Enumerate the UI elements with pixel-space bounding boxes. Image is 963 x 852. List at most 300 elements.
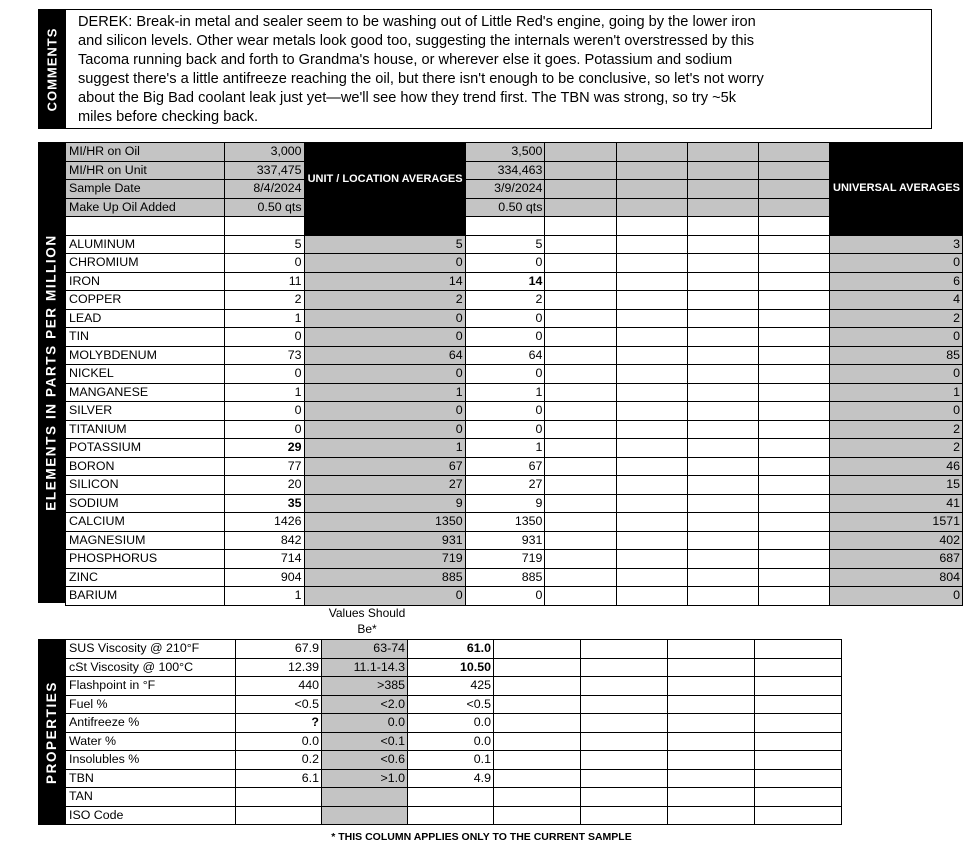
empty-cell [545,309,616,328]
empty-cell [545,328,616,347]
property-current: 440 [236,677,322,696]
empty-cell [581,751,668,770]
empty-cell [616,272,687,291]
element-current: 77 [224,457,304,476]
empty-cell [758,235,829,254]
element-current: 1426 [224,513,304,532]
empty-cell [545,531,616,550]
element-unit-average: 0 [304,309,465,328]
element-row [66,328,963,347]
property-current: 0.2 [236,751,322,770]
property-current: 0.0 [236,732,322,751]
element-universal-average: 1 [830,383,963,402]
empty-cell [616,235,687,254]
element-name: CHROMIUM [66,254,225,273]
element-universal-average: 2 [830,309,963,328]
empty-cell [755,658,842,677]
empty-cell [545,550,616,569]
element-universal-average: 0 [830,587,963,606]
property-row [66,732,842,751]
element-previous: 2 [465,291,545,310]
empty-cell [758,143,829,162]
property-row [66,769,842,788]
empty-cell [668,695,755,714]
property-current: 6.1 [236,769,322,788]
element-unit-average: 14 [304,272,465,291]
info-label: MI/HR on Unit [66,161,225,180]
property-should-be: 0.0 [322,714,408,733]
element-row [66,309,963,328]
empty-cell [616,198,687,217]
element-current: 0 [224,254,304,273]
empty-cell [755,640,842,659]
info-row [66,198,963,217]
element-row [66,272,963,291]
property-row [66,806,842,825]
element-unit-average: 1 [304,439,465,458]
element-current: 714 [224,550,304,569]
info-label: MI/HR on Oil [66,143,225,162]
empty-cell [545,420,616,439]
info-current: 8/4/2024 [224,180,304,199]
property-current: <0.5 [236,695,322,714]
property-previous: <0.5 [408,695,494,714]
element-universal-average: 0 [830,402,963,421]
element-name: SODIUM [66,494,225,513]
empty-cell [545,161,616,180]
comments-label-text: COMMENTS [44,27,59,111]
empty-cell [581,714,668,733]
empty-cell [758,217,829,236]
empty-cell [687,217,758,236]
empty-cell [687,198,758,217]
info-prev: 3,500 [465,143,545,162]
element-name: BARIUM [66,587,225,606]
empty-cell [687,439,758,458]
info-prev: 334,463 [465,161,545,180]
empty-cell [758,402,829,421]
empty-cell [545,346,616,365]
empty-cell [616,383,687,402]
element-current: 20 [224,476,304,495]
element-name: LEAD [66,309,225,328]
comment-line: miles before checking back. [78,109,259,125]
empty-cell [545,180,616,199]
empty-cell [494,788,581,807]
property-row [66,751,842,770]
element-row [66,531,963,550]
empty-cell [758,254,829,273]
element-previous: 0 [465,402,545,421]
element-unit-average: 0 [304,402,465,421]
info-row [66,161,963,180]
empty-cell [66,217,225,236]
empty-cell [616,346,687,365]
element-previous: 931 [465,531,545,550]
element-previous: 1350 [465,513,545,532]
element-universal-average: 1571 [830,513,963,532]
element-current: 35 [224,494,304,513]
empty-cell [668,806,755,825]
empty-cell [687,476,758,495]
element-universal-average: 2 [830,420,963,439]
info-current: 3,000 [224,143,304,162]
element-row [66,254,963,273]
comment-line: and silicon levels. Other wear metals look good too, suggesting the internals weren't overstressed by this [78,33,755,49]
element-name: COPPER [66,291,225,310]
empty-cell [545,143,616,162]
element-unit-average: 0 [304,365,465,384]
empty-cell [755,788,842,807]
element-current: 1 [224,587,304,606]
empty-cell [687,568,758,587]
property-row [66,695,842,714]
property-current: ? [236,714,322,733]
empty-cell [758,587,829,606]
empty-cell [616,420,687,439]
empty-cell [758,309,829,328]
comment-line: suggest there's a little antifreeze reaching the oil, but there isn't enough to be conclusive, so let's not worry [78,71,764,87]
empty-cell [616,180,687,199]
empty-cell [616,531,687,550]
element-current: 0 [224,328,304,347]
element-universal-average: 46 [830,457,963,476]
element-name: TIN [66,328,225,347]
property-row [66,714,842,733]
empty-cell [668,640,755,659]
property-name: Antifreeze % [66,714,236,733]
properties-section-label [38,639,65,825]
property-previous: 0.0 [408,714,494,733]
empty-cell [668,788,755,807]
element-previous: 0 [465,309,545,328]
comment-line: about the Big Bad coolant leak just yet—we'll see how they trend first. The TBN was strong, so try ~5k [78,90,737,106]
element-previous: 64 [465,346,545,365]
element-current: 0 [224,365,304,384]
empty-cell [616,550,687,569]
empty-cell [581,806,668,825]
properties-label-text: PROPERTIES [44,680,59,784]
property-previous: 4.9 [408,769,494,788]
empty-cell [758,198,829,217]
element-previous: 0 [465,254,545,273]
element-unit-average: 0 [304,254,465,273]
empty-cell [687,235,758,254]
spacer-row [66,217,963,236]
element-previous: 0 [465,365,545,384]
values-should-be-label: Values Should Be* [328,606,406,636]
empty-cell [616,457,687,476]
property-name: cSt Viscosity @ 100°C [66,658,236,677]
empty-cell [494,695,581,714]
property-previous: 0.1 [408,751,494,770]
empty-cell [616,309,687,328]
element-name: SILVER [66,402,225,421]
element-name: ALUMINUM [66,235,225,254]
empty-cell [687,143,758,162]
element-universal-average: 0 [830,254,963,273]
empty-cell [616,143,687,162]
property-previous: 425 [408,677,494,696]
empty-cell [758,457,829,476]
element-name: SILICON [66,476,225,495]
property-current [236,788,322,807]
empty-cell [755,806,842,825]
empty-cell [616,476,687,495]
element-current: 0 [224,420,304,439]
empty-cell [581,769,668,788]
property-name: SUS Viscosity @ 210°F [66,640,236,659]
empty-cell [687,161,758,180]
property-previous [408,806,494,825]
property-row [66,658,842,677]
empty-cell [687,272,758,291]
empty-cell [755,677,842,696]
element-name: TITANIUM [66,420,225,439]
element-unit-average: 0 [304,328,465,347]
element-current: 1 [224,383,304,402]
property-should-be: <0.1 [322,732,408,751]
empty-cell [758,161,829,180]
unit-location-averages-header: UNIT / LOCATION AVERAGES [304,143,465,217]
empty-cell [758,328,829,347]
element-previous: 14 [465,272,545,291]
empty-cell [545,457,616,476]
empty-cell [616,439,687,458]
empty-cell [687,587,758,606]
property-name: ISO Code [66,806,236,825]
empty-cell [758,568,829,587]
property-should-be: 63-74 [322,640,408,659]
empty-cell [616,161,687,180]
property-name: Flashpoint in °F [66,677,236,696]
empty-cell [758,531,829,550]
empty-cell [758,420,829,439]
empty-cell [494,677,581,696]
element-row [66,550,963,569]
element-universal-average: 2 [830,439,963,458]
info-row [66,143,963,162]
info-current: 0.50 qts [224,198,304,217]
empty-cell [545,402,616,421]
empty-cell [494,640,581,659]
comments-section-label [38,9,65,129]
element-previous: 0 [465,587,545,606]
element-row [66,568,963,587]
info-row [66,180,963,199]
element-unit-average: 64 [304,346,465,365]
element-previous: 885 [465,568,545,587]
element-unit-average: 5 [304,235,465,254]
element-name: CALCIUM [66,513,225,532]
info-prev: 0.50 qts [465,198,545,217]
element-unit-average: 0 [304,420,465,439]
empty-cell [668,769,755,788]
empty-cell [687,513,758,532]
element-universal-average: 85 [830,346,963,365]
empty-cell [545,513,616,532]
element-previous: 1 [465,383,545,402]
empty-cell [545,365,616,384]
property-should-be [322,806,408,825]
element-previous: 9 [465,494,545,513]
property-should-be [322,788,408,807]
info-prev: 3/9/2024 [465,180,545,199]
element-unit-average: 885 [304,568,465,587]
info-label: Sample Date [66,180,225,199]
element-unit-average: 0 [304,587,465,606]
element-unit-average: 1 [304,383,465,402]
empty-cell [758,476,829,495]
empty-cell [545,291,616,310]
element-row [66,383,963,402]
empty-cell [687,180,758,199]
property-current: 67.9 [236,640,322,659]
empty-cell [755,695,842,714]
element-row [66,513,963,532]
empty-cell [545,254,616,273]
empty-cell [758,439,829,458]
element-universal-average: 804 [830,568,963,587]
element-row [66,346,963,365]
empty-cell [616,568,687,587]
empty-cell [668,677,755,696]
empty-cell [581,732,668,751]
element-universal-average: 0 [830,328,963,347]
empty-cell [758,346,829,365]
element-unit-average: 67 [304,457,465,476]
element-current: 73 [224,346,304,365]
elements-section-label [38,142,65,603]
element-universal-average: 687 [830,550,963,569]
element-previous: 27 [465,476,545,495]
empty-cell [687,383,758,402]
element-row [66,365,963,384]
empty-cell [581,640,668,659]
element-previous: 1 [465,439,545,458]
element-name: IRON [66,272,225,291]
empty-cell [616,365,687,384]
empty-cell [545,476,616,495]
element-current: 2 [224,291,304,310]
empty-cell [616,513,687,532]
empty-cell [616,217,687,236]
empty-cell [758,383,829,402]
empty-cell [581,677,668,696]
element-row [66,587,963,606]
element-name: MAGNESIUM [66,531,225,550]
element-unit-average: 931 [304,531,465,550]
empty-cell [545,587,616,606]
empty-cell [687,291,758,310]
empty-cell [224,217,304,236]
universal-averages-header: UNIVERSAL AVERAGES [830,143,963,236]
empty-cell [581,658,668,677]
element-universal-average: 6 [830,272,963,291]
property-row [66,640,842,659]
empty-cell [758,291,829,310]
info-current: 337,475 [224,161,304,180]
empty-cell [545,272,616,291]
empty-cell [687,402,758,421]
empty-cell [465,217,545,236]
element-current: 5 [224,235,304,254]
property-row [66,788,842,807]
element-unit-average: 1350 [304,513,465,532]
empty-cell [758,550,829,569]
empty-cell [687,328,758,347]
empty-cell [758,365,829,384]
property-current [236,806,322,825]
element-previous: 0 [465,328,545,347]
empty-cell [494,751,581,770]
property-name: Insolubles % [66,751,236,770]
elements-table [65,142,963,606]
property-name: TBN [66,769,236,788]
comments-box [65,9,932,129]
property-should-be: <2.0 [322,695,408,714]
empty-cell [616,328,687,347]
element-name: MANGANESE [66,383,225,402]
element-current: 904 [224,568,304,587]
element-row [66,291,963,310]
empty-cell [545,235,616,254]
element-universal-average: 4 [830,291,963,310]
element-name: POTASSIUM [66,439,225,458]
element-name: BORON [66,457,225,476]
empty-cell [545,494,616,513]
property-previous: 10.50 [408,658,494,677]
element-current: 29 [224,439,304,458]
empty-cell [758,180,829,199]
element-universal-average: 41 [830,494,963,513]
empty-cell [545,383,616,402]
element-name: PHOSPHORUS [66,550,225,569]
property-row [66,677,842,696]
empty-cell [668,658,755,677]
empty-cell [616,494,687,513]
empty-cell [687,346,758,365]
empty-cell [755,732,842,751]
empty-cell [494,658,581,677]
empty-cell [668,732,755,751]
element-row [66,235,963,254]
element-universal-average: 0 [830,365,963,384]
element-previous: 67 [465,457,545,476]
element-row [66,476,963,495]
empty-cell [616,254,687,273]
empty-cell [755,769,842,788]
property-current: 12.39 [236,658,322,677]
element-unit-average: 9 [304,494,465,513]
empty-cell [687,494,758,513]
element-universal-average: 15 [830,476,963,495]
element-row [66,494,963,513]
empty-cell [581,695,668,714]
empty-cell [758,494,829,513]
empty-cell [758,272,829,291]
empty-cell [755,714,842,733]
empty-cell [545,568,616,587]
empty-cell [687,420,758,439]
empty-cell [687,550,758,569]
element-row [66,457,963,476]
property-name: Fuel % [66,695,236,714]
property-previous [408,788,494,807]
empty-cell [687,254,758,273]
element-row [66,420,963,439]
property-should-be: <0.6 [322,751,408,770]
